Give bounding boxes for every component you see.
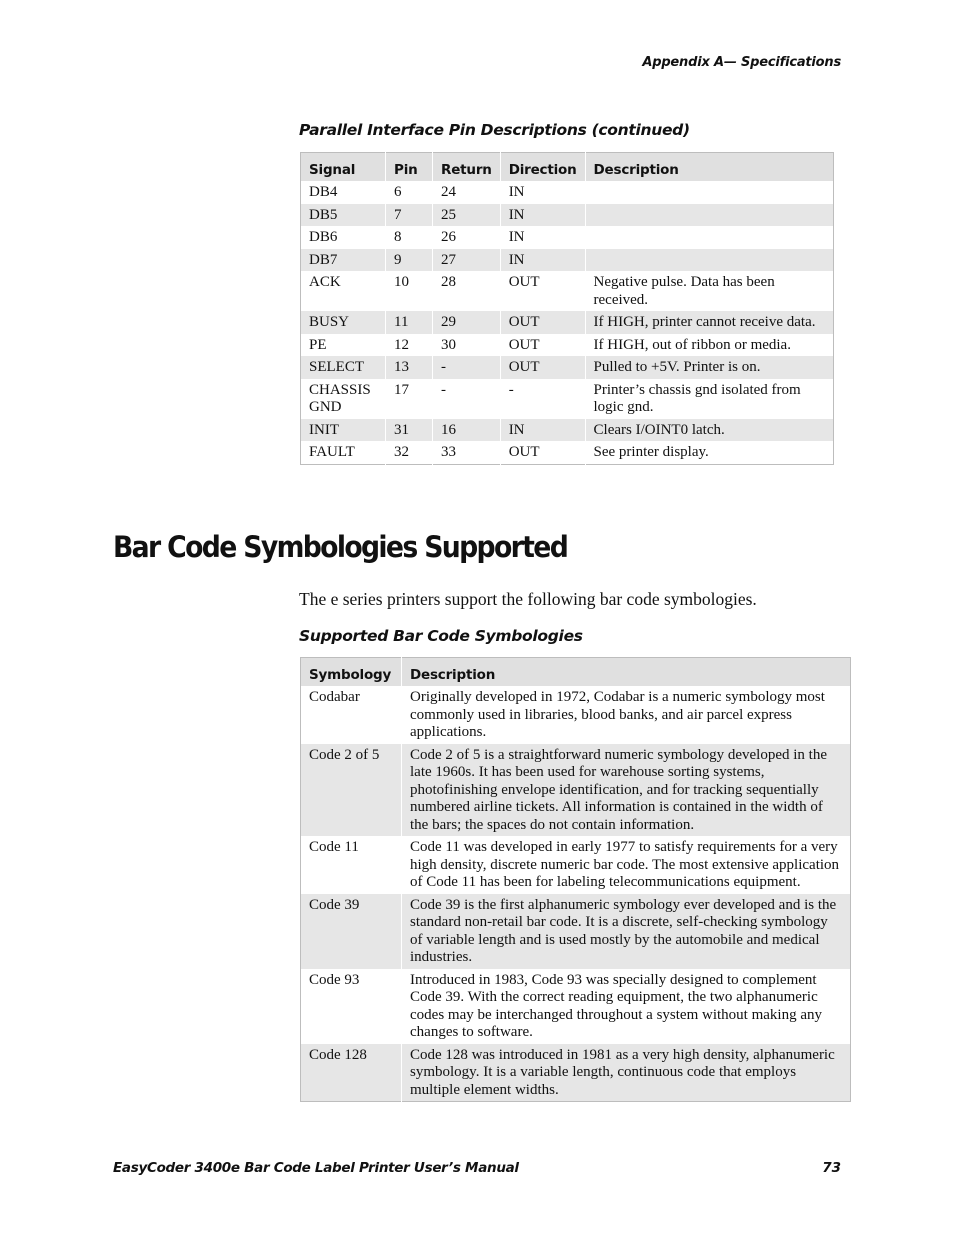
- table-cell: 8: [386, 226, 433, 249]
- section-heading: Bar Code Symbologies Supported: [113, 530, 568, 564]
- table-cell: IN: [500, 204, 585, 227]
- table-cell: ACK: [301, 271, 386, 311]
- table-row: [301, 311, 834, 334]
- table-cell: Code 93: [301, 969, 402, 1044]
- table-row: [301, 836, 851, 894]
- table-cell: IN: [500, 181, 585, 204]
- table-row: [301, 181, 834, 204]
- table-cell: OUT: [500, 356, 585, 379]
- column-header: Signal: [301, 153, 386, 182]
- pin-table-caption: Parallel Interface Pin Descriptions (continued): [299, 121, 690, 139]
- symbologies-table: [300, 657, 851, 1102]
- table-header-row: [301, 153, 834, 182]
- table-cell: 16: [433, 419, 501, 442]
- table-cell: If HIGH, out of ribbon or media.: [585, 334, 833, 357]
- footer-manual-title: EasyCoder 3400e Bar Code Label Printer User’s Manual: [113, 1160, 519, 1176]
- table-row: [301, 204, 834, 227]
- table-cell: 6: [386, 181, 433, 204]
- table-cell: OUT: [500, 271, 585, 311]
- table-cell: 13: [386, 356, 433, 379]
- column-header: Pin: [386, 153, 433, 182]
- table-cell: Clears I/OINT0 latch.: [585, 419, 833, 442]
- table-cell: DB5: [301, 204, 386, 227]
- table-row: [301, 1044, 851, 1102]
- table-row: [301, 379, 834, 419]
- table-cell: Introduced in 1983, Code 93 was specially designed to complement Code 39. With the correct reading equipment, the two alphanumeric codes may be interchanged throughout a system without making any changes to software.: [402, 969, 851, 1044]
- table-cell: 33: [433, 441, 501, 464]
- table-cell: BUSY: [301, 311, 386, 334]
- table-cell: INIT: [301, 419, 386, 442]
- table-cell: 11: [386, 311, 433, 334]
- table-row: [301, 894, 851, 969]
- table-cell: FAULT: [301, 441, 386, 464]
- table-cell: OUT: [500, 334, 585, 357]
- table-cell: -: [500, 379, 585, 419]
- table-cell: Codabar: [301, 686, 402, 744]
- column-header: Description: [585, 153, 833, 182]
- table-cell: Code 11: [301, 836, 402, 894]
- table-cell: 10: [386, 271, 433, 311]
- table-cell: [585, 204, 833, 227]
- table-cell: [585, 249, 833, 272]
- table-cell: 24: [433, 181, 501, 204]
- table-cell: Code 128 was introduced in 1981 as a very high density, alphanumeric symbology. It is a variable length, continuous code that employs multiple element widths.: [402, 1044, 851, 1102]
- table-cell: 31: [386, 419, 433, 442]
- table-cell: IN: [500, 249, 585, 272]
- table-row: [301, 249, 834, 272]
- table-cell: SELECT: [301, 356, 386, 379]
- table-cell: Pulled to +5V. Printer is on.: [585, 356, 833, 379]
- table-cell: Code 128: [301, 1044, 402, 1102]
- table-cell: Originally developed in 1972, Codabar is a numeric symbology most commonly used in libraries, blood banks, and air parcel express applications.: [402, 686, 851, 744]
- table-cell: -: [433, 379, 501, 419]
- table-cell: Code 11 was developed in early 1977 to satisfy requirements for a very high density, discrete numeric bar code. The most extensive application of Code 11 has been for labeling telecommunications equipment.: [402, 836, 851, 894]
- table-cell: Code 39: [301, 894, 402, 969]
- table-cell: 17: [386, 379, 433, 419]
- table-cell: If HIGH, printer cannot receive data.: [585, 311, 833, 334]
- column-header: Direction: [500, 153, 585, 182]
- table-row: [301, 356, 834, 379]
- table-cell: 32: [386, 441, 433, 464]
- table-row: [301, 441, 834, 464]
- table-header-row: [301, 658, 851, 687]
- table-row: [301, 334, 834, 357]
- table-cell: 26: [433, 226, 501, 249]
- table-row: [301, 744, 851, 837]
- table-cell: [585, 226, 833, 249]
- table-cell: OUT: [500, 311, 585, 334]
- symbology-table-caption: Supported Bar Code Symbologies: [299, 627, 583, 645]
- table-row: [301, 271, 834, 311]
- table-cell: Code 2 of 5 is a straightforward numeric symbology developed in the late 1960s. It has been used for warehouse sorting systems, photofinishing envelope identification, and for tracking sequentially numbered airline tickets. All information is contained in the width of the bars; the spaces do not contain information.: [402, 744, 851, 837]
- table-cell: PE: [301, 334, 386, 357]
- column-header: Symbology: [301, 658, 402, 687]
- table-cell: DB7: [301, 249, 386, 272]
- table-row: [301, 419, 834, 442]
- table-row: [301, 969, 851, 1044]
- table-cell: 27: [433, 249, 501, 272]
- column-header: Return: [433, 153, 501, 182]
- intro-paragraph: The e series printers support the following bar code symbologies.: [299, 589, 757, 609]
- page-number: 73: [822, 1160, 841, 1176]
- table-cell: Code 39 is the first alphanumeric symbology ever developed and is the standard non-retail bar code. It is a discrete, self-checking symbology of variable length and is used mostly by the automobile and medical industries.: [402, 894, 851, 969]
- table-cell: IN: [500, 226, 585, 249]
- table-cell: 30: [433, 334, 501, 357]
- table-row: [301, 686, 851, 744]
- table-row: [301, 226, 834, 249]
- running-header: Appendix A— Specifications: [642, 55, 841, 70]
- table-cell: 12: [386, 334, 433, 357]
- table-cell: OUT: [500, 441, 585, 464]
- table-cell: CHASSIS GND: [301, 379, 386, 419]
- table-cell: DB4: [301, 181, 386, 204]
- table-cell: 28: [433, 271, 501, 311]
- table-cell: See printer display.: [585, 441, 833, 464]
- table-cell: 9: [386, 249, 433, 272]
- table-cell: 7: [386, 204, 433, 227]
- table-cell: 25: [433, 204, 501, 227]
- table-cell: [585, 181, 833, 204]
- column-header: Description: [402, 658, 851, 687]
- table-cell: -: [433, 356, 501, 379]
- table-cell: IN: [500, 419, 585, 442]
- table-cell: 29: [433, 311, 501, 334]
- table-cell: Printer’s chassis gnd isolated from logic gnd.: [585, 379, 833, 419]
- pin-descriptions-table: [300, 152, 834, 465]
- table-cell: Code 2 of 5: [301, 744, 402, 837]
- table-cell: Negative pulse. Data has been received.: [585, 271, 833, 311]
- table-cell: DB6: [301, 226, 386, 249]
